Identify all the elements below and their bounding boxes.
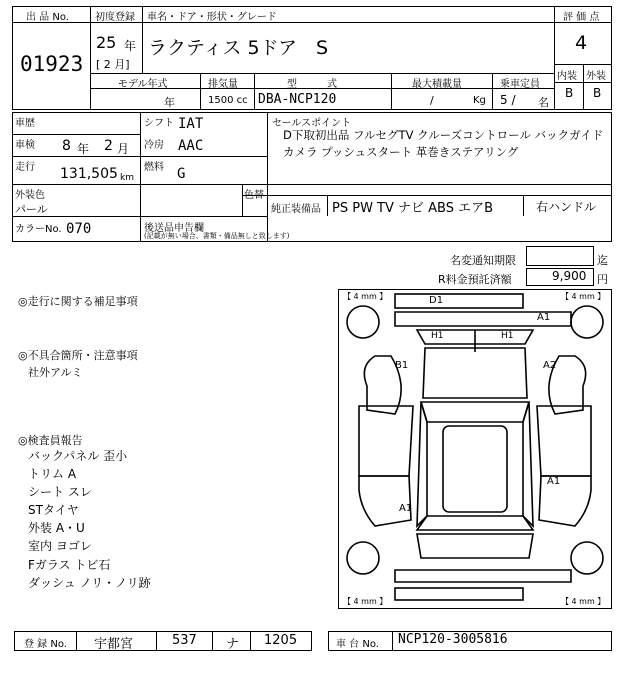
divider: [267, 112, 268, 242]
divider: [90, 73, 554, 74]
car-name: ラクティス 5ドア S: [148, 37, 329, 59]
chassis-number: NCP120-3005816: [398, 632, 508, 647]
fuel-value: G: [177, 166, 186, 182]
divider: [200, 73, 201, 110]
car-outline: [339, 290, 611, 608]
back-door: [417, 534, 533, 558]
door-left: [359, 406, 413, 476]
defect-item: 社外アルミ: [28, 366, 83, 379]
registration-kana: ナ: [226, 637, 240, 652]
aftermarket-label: 後送品申告欄: [144, 223, 204, 234]
windshield: [421, 402, 529, 422]
lot-label: 出 品 No.: [26, 12, 69, 23]
inspector-item: バックパネル 歪小: [28, 449, 128, 463]
car-diagram: [338, 289, 612, 609]
first-reg-year: 25: [96, 33, 117, 52]
inspector-item: トリム A: [28, 467, 77, 481]
max-load-unit: Kg: [473, 95, 486, 106]
tire-front-left: [347, 306, 379, 338]
divider: [142, 6, 143, 73]
pillar-right: [523, 402, 533, 526]
tire-depth-label: 【 4 mm 】: [343, 597, 388, 606]
tire-depth-label: 【 4 mm 】: [561, 597, 606, 606]
divider: [12, 134, 140, 135]
inspector-item: シート スレ: [28, 485, 92, 499]
exterior-grade: B: [593, 86, 602, 100]
sales-points-label: セールスポイント: [272, 118, 352, 129]
ac-value: AAC: [178, 138, 204, 154]
change-notice-box: [526, 246, 594, 266]
divider: [12, 184, 612, 185]
defect-title: ◎不具合箇所・注意事項: [18, 349, 138, 362]
divider: [583, 64, 584, 110]
displacement-value: 1500 cc: [208, 95, 248, 106]
interior-grade: B: [565, 86, 574, 100]
sales-points-line2: カメラ プッシュスタート 革巻きステアリング: [283, 145, 519, 159]
first-reg-label: 初度登録: [95, 12, 135, 23]
rear-bumper-bottom: [395, 588, 523, 600]
damage-mark: A1: [537, 312, 551, 323]
damage-mark: B1: [395, 360, 409, 371]
registration-class: 537: [172, 633, 197, 648]
grade-value: 4: [575, 32, 588, 54]
pillar-left: [417, 402, 427, 526]
tire-depth-label: 【 4 mm 】: [561, 292, 606, 301]
front-bumper-top: [395, 294, 523, 308]
max-load-value: /: [430, 94, 434, 107]
divider: [267, 195, 612, 196]
damage-mark: D1: [429, 295, 444, 306]
divider: [76, 631, 77, 651]
inspector-item: ダッシュ ノリ・ノリ跡: [28, 576, 151, 590]
inspection-month: 2: [104, 138, 113, 154]
divider: [391, 73, 392, 110]
tire-depth-label: 【 4 mm 】: [343, 292, 388, 301]
color-no-value: 070: [66, 221, 92, 237]
inspector-item: STタイヤ: [28, 503, 79, 517]
divider: [392, 631, 393, 651]
divider: [140, 112, 141, 242]
divider: [327, 195, 328, 216]
registration-area: 宇都宮: [94, 637, 134, 652]
registration-label: 登 録 No.: [24, 639, 67, 650]
color-change-label: 色替: [244, 190, 264, 201]
aftermarket-note: (記載が無い場合、書類・備品無しと致します): [144, 232, 290, 240]
registration-number: 1205: [264, 633, 298, 648]
damage-mark: A1: [547, 476, 561, 487]
chassis-label: 車 台 No.: [336, 639, 379, 650]
recycle-fee-value: 9,900: [552, 269, 587, 283]
model-label: 型 式: [287, 79, 337, 90]
inspection-year-unit: 年: [77, 142, 90, 156]
car-name-label: 車名・ドア・形状・グレード: [147, 12, 277, 23]
exterior-label: 外装: [586, 71, 606, 82]
capacity-label: 乗車定員: [500, 79, 540, 90]
mileage-value: 131,505: [60, 166, 118, 182]
damage-mark: A1: [399, 503, 413, 514]
recycle-fee-label: R料金預託済額: [438, 273, 512, 286]
exterior-color-label: 外装色: [15, 190, 45, 201]
divider: [242, 184, 243, 216]
divider: [12, 216, 267, 217]
tire-rear-left: [347, 542, 379, 574]
grade-label: 評 価 点: [563, 12, 600, 23]
tire-front-right: [571, 306, 603, 338]
shift-value: IAT: [178, 116, 204, 132]
divider: [254, 73, 255, 110]
inspector-title: ◎検査員報告: [18, 434, 83, 447]
divider: [250, 631, 251, 651]
rear-fender-left: [359, 476, 411, 526]
model-value: DBA-NCP120: [258, 92, 337, 107]
sales-points-line1: D下取初出品 フルセグTV クルーズコントロール バックガイド: [283, 128, 604, 142]
door-right: [537, 406, 591, 476]
fuel-label: 燃料: [144, 162, 164, 173]
year-label: 年: [124, 39, 137, 53]
lot-number: 01923: [20, 52, 84, 76]
divider: [523, 195, 524, 216]
model-year-unit: 年: [164, 96, 175, 109]
tire-rear-right: [571, 542, 603, 574]
divider: [212, 631, 213, 651]
shift-label: シフト: [144, 118, 174, 129]
roof: [443, 426, 507, 512]
inspection-year: 8: [62, 138, 71, 154]
damage-mark: H1: [431, 331, 444, 341]
exterior-color-value: パール: [15, 203, 48, 216]
inspector-item: 外装 A・U: [28, 521, 85, 535]
rear-bumper: [395, 570, 571, 582]
mileage-unit: km: [120, 173, 134, 183]
max-load-label: 最大積載量: [412, 79, 462, 90]
first-reg-month: [ 2 月]: [96, 58, 130, 71]
rear-window: [417, 516, 533, 530]
genuine-label: 純正装備品: [271, 204, 321, 215]
inspection-month-unit: 月: [117, 142, 130, 156]
inspector-item: Fガラス トビ石: [28, 558, 111, 572]
recycle-fee-unit: 円: [597, 273, 608, 286]
color-no-label: カラーNo.: [15, 224, 62, 235]
divider: [492, 73, 493, 110]
damage-mark: A2: [543, 360, 557, 371]
inspection-label: 車検: [15, 140, 35, 151]
divider: [156, 631, 157, 651]
damage-mark: H1: [501, 331, 514, 341]
divider: [12, 156, 267, 157]
history-label: 車歴: [15, 118, 35, 129]
mileage-label: 走行: [15, 162, 35, 173]
capacity-value: 5 /: [500, 93, 516, 107]
change-notice-label: 名変通知期限: [450, 254, 516, 267]
inspector-item: 室内 ヨゴレ: [28, 539, 92, 553]
interior-label: 内装: [557, 71, 577, 82]
model-year-label: モデル年式: [118, 79, 168, 90]
change-notice-unit: 迄: [597, 254, 608, 267]
capacity-unit: 名: [538, 96, 549, 109]
steering-value: 右ハンドル: [536, 200, 597, 214]
hood: [423, 348, 527, 398]
genuine-items: PS PW TV ナビ ABS エアB: [332, 201, 494, 216]
ac-label: 冷房: [144, 140, 164, 151]
running-title: ◎走行に関する補足事項: [18, 295, 138, 308]
displacement-label: 排気量: [208, 79, 238, 90]
